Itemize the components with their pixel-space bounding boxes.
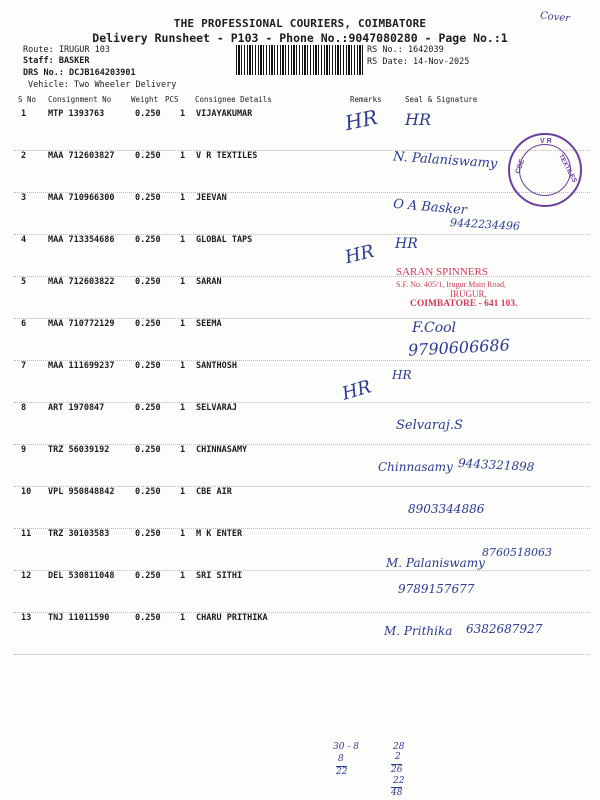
table-row bbox=[14, 486, 590, 529]
handwritten-signature: M. Palaniswamy bbox=[386, 556, 485, 570]
col-consignee: Consignee Details bbox=[195, 95, 272, 104]
handwritten-signature: N. Palaniswamy bbox=[392, 149, 498, 172]
cell-weight: 0.250 bbox=[135, 319, 161, 329]
col-remarks: Remarks bbox=[350, 95, 382, 104]
table-row bbox=[14, 150, 590, 193]
rs-date: RS Date: 14-Nov-2025 bbox=[367, 57, 470, 67]
cell-weight: 0.250 bbox=[135, 151, 161, 161]
cell-weight: 0.250 bbox=[135, 235, 161, 245]
runsheet-subtitle: Delivery Runsheet - P103 - Phone No.:9047080280 - Page No.:1 bbox=[92, 31, 508, 45]
handwritten-signature: M. Prithika bbox=[384, 624, 453, 638]
cell-pcs: 1 bbox=[180, 487, 186, 497]
cell-pcs: 1 bbox=[180, 361, 186, 371]
cell-pcs: 1 bbox=[180, 529, 186, 539]
stamp-line: S.F. No. 405/1, Irugur Main Road, bbox=[396, 280, 507, 289]
col-consignment: Consignment No bbox=[48, 95, 112, 104]
handwritten-remark: HR bbox=[342, 104, 380, 136]
handwritten-signature: Chinnasamy bbox=[378, 460, 453, 474]
vr-textiles-stamp bbox=[508, 133, 582, 207]
cell-sno: 7 bbox=[21, 361, 27, 371]
cell-consignment: MAA 111699237 bbox=[48, 361, 115, 371]
table-row bbox=[14, 108, 590, 151]
cell-pcs: 1 bbox=[180, 571, 186, 581]
cell-consignment: MAA 710966300 bbox=[48, 193, 115, 203]
calc-line: 8 bbox=[338, 754, 344, 764]
company-title: THE PROFESSIONAL COURIERS, COIMBATORE bbox=[173, 17, 427, 30]
handwritten-signature: HR bbox=[392, 368, 412, 382]
col-sno: S No bbox=[18, 95, 37, 104]
cell-weight: 0.250 bbox=[135, 277, 161, 287]
stamp-line: COIMBATORE - 641 103. bbox=[410, 299, 518, 309]
stamp-line: IRUGUR, bbox=[450, 289, 487, 299]
rs-number: RS No.: 1642039 bbox=[367, 45, 444, 55]
handwritten-remark: HR bbox=[339, 376, 374, 405]
cell-sno: 10 bbox=[21, 487, 32, 497]
cell-sno: 2 bbox=[21, 151, 27, 161]
cell-consignee: JEEVAN bbox=[196, 193, 227, 203]
drs-number: DRS No.: DCJB164203901 bbox=[23, 68, 136, 78]
handwritten-phone: 8903344886 bbox=[408, 502, 485, 516]
cell-sno: 8 bbox=[21, 403, 27, 413]
cell-pcs: 1 bbox=[180, 151, 186, 161]
cell-sno: 4 bbox=[21, 235, 27, 245]
cell-weight: 0.250 bbox=[135, 529, 161, 539]
cell-pcs: 1 bbox=[180, 403, 186, 413]
barcode-icon bbox=[236, 45, 364, 75]
cell-sno: 12 bbox=[21, 571, 32, 581]
saran-spinners-stamp bbox=[396, 266, 517, 309]
handwritten-signature: Selvaraj.S bbox=[396, 418, 463, 433]
cell-sno: 3 bbox=[21, 193, 27, 203]
cell-weight: 0.250 bbox=[135, 361, 161, 371]
cell-pcs: 1 bbox=[180, 613, 186, 623]
vehicle-label: Vehicle: Two Wheeler Delivery bbox=[28, 80, 177, 90]
cell-consignment: TNJ 11011590 bbox=[48, 613, 110, 623]
handwritten-phone: 6382687927 bbox=[466, 622, 543, 636]
cell-consignment: MAA 712603822 bbox=[48, 277, 115, 287]
cell-consignee: SARAN bbox=[196, 277, 222, 287]
handwritten-phone: 9443321898 bbox=[457, 456, 535, 474]
handwritten-signature: F.Cool bbox=[412, 320, 457, 336]
handwritten-phone: 8760518063 bbox=[482, 546, 552, 559]
cell-consignee: VIJAYAKUMAR bbox=[196, 109, 253, 119]
cell-weight: 0.250 bbox=[135, 613, 161, 623]
table-row bbox=[14, 402, 590, 445]
calc-line: 2 bbox=[395, 752, 401, 762]
cell-pcs: 1 bbox=[180, 445, 186, 455]
calc-line: 28 bbox=[393, 742, 405, 752]
cell-weight: 0.250 bbox=[135, 445, 161, 455]
cell-consignment: VPL 950848842 bbox=[48, 487, 115, 497]
cell-consignee: CBE AIR bbox=[196, 487, 232, 497]
calc-line: 48 bbox=[391, 788, 403, 798]
stamp-line: SARAN SPINNERS bbox=[396, 266, 488, 278]
cell-sno: 1 bbox=[21, 109, 27, 119]
col-weight: Weight bbox=[131, 95, 159, 104]
handwritten-signature: HR bbox=[405, 110, 431, 129]
cell-sno: 6 bbox=[21, 319, 27, 329]
cell-weight: 0.250 bbox=[135, 403, 161, 413]
cell-consignment: MAA 713354686 bbox=[48, 235, 115, 245]
handwritten-signature: O A Basker bbox=[392, 196, 468, 219]
staff-label: Staff: BASKER bbox=[23, 56, 90, 66]
cell-pcs: 1 bbox=[180, 235, 186, 245]
cell-consignee: SELVARAJ bbox=[196, 403, 237, 413]
cell-sno: 11 bbox=[21, 529, 32, 539]
cell-consignee: CHINNASAMY bbox=[196, 445, 248, 455]
cell-consignment: ART 1970847 bbox=[48, 403, 105, 413]
cell-consignee: SANTHOSH bbox=[196, 361, 237, 371]
cell-consignment: MAA 712603827 bbox=[48, 151, 115, 161]
corner-note: Cover bbox=[539, 10, 571, 25]
stamp-text: TEXTILES bbox=[557, 153, 578, 184]
route-label: Route: IRUGUR 103 bbox=[23, 45, 110, 55]
stamp-inner-ring bbox=[519, 144, 571, 196]
cell-pcs: 1 bbox=[180, 109, 186, 119]
cell-weight: 0.250 bbox=[135, 571, 161, 581]
calc-line: 22 bbox=[393, 776, 405, 786]
cell-consignee: GLOBAL TAPS bbox=[196, 235, 253, 245]
cell-pcs: 1 bbox=[180, 319, 186, 329]
calc-line: 22 bbox=[336, 767, 348, 777]
cell-consignee: CHARU PRITHIKA bbox=[196, 613, 268, 623]
cell-sno: 9 bbox=[21, 445, 27, 455]
cell-sno: 5 bbox=[21, 277, 27, 287]
stamp-text: V R bbox=[540, 138, 552, 145]
cell-consignee: SRI SITHI bbox=[196, 571, 243, 581]
table-row bbox=[14, 360, 590, 403]
cell-consignee: M K ENTER bbox=[196, 529, 243, 539]
cell-consignment: MAA 710772129 bbox=[48, 319, 115, 329]
cell-weight: 0.250 bbox=[135, 487, 161, 497]
calc-line: 30 - 8 bbox=[333, 742, 359, 752]
handwritten-signature: HR bbox=[395, 236, 418, 252]
cell-consignment: MTP 1393763 bbox=[48, 109, 105, 119]
stamp-text: CBE bbox=[514, 158, 527, 175]
cell-pcs: 1 bbox=[180, 277, 186, 287]
handwritten-phone: 9442234496 bbox=[449, 216, 521, 233]
cell-weight: 0.250 bbox=[135, 109, 161, 119]
cell-consignment: TRZ 30103583 bbox=[48, 529, 110, 539]
handwritten-phone: 9790606686 bbox=[407, 335, 511, 360]
cell-weight: 0.250 bbox=[135, 193, 161, 203]
cell-pcs: 1 bbox=[180, 193, 186, 203]
cell-consignment: DEL 530811048 bbox=[48, 571, 115, 581]
cell-sno: 13 bbox=[21, 613, 32, 623]
table-row bbox=[14, 570, 590, 613]
cell-consignee: SEEMA bbox=[196, 319, 222, 329]
col-pcs: PCS bbox=[165, 95, 179, 104]
cell-consignment: TRZ 56039192 bbox=[48, 445, 110, 455]
cell-consignee: V R TEXTILES bbox=[196, 151, 258, 161]
calc-line: 26 bbox=[391, 765, 403, 775]
handwritten-remark: HR bbox=[342, 240, 377, 269]
handwritten-phone: 9789157677 bbox=[398, 582, 475, 596]
col-seal: Seal & Signature bbox=[405, 95, 478, 104]
